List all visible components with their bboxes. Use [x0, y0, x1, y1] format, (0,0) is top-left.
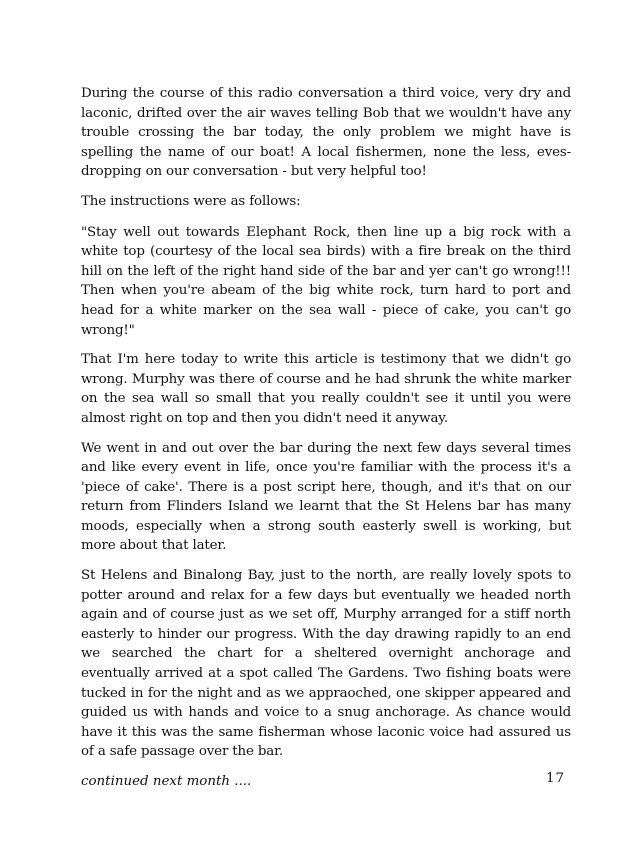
paragraph-instructions-quote: "Stay well out towards Elephant Rock, then line up a big rock with a white top (courtesy of the local sea birds) with a fire break on the third hill on the left of the right hand side of the bar and yer can't go wrong!!! Then when you're abeam of the big white rock, turn hard to port and head for a white marker on the sea wall - piece of cake, you can't go wrong!" — [81, 224, 571, 338]
paragraph-testimony: That I'm here today to write this article is testimony that we didn't go wrong. Murphy was there of course and he had shrunk the white marker on the sea wall so small that you really couldn't see it until you were almost right on top and then you didn't need it anyway. — [81, 352, 571, 426]
article-body — [81, 84, 571, 792]
paragraph-instructions-intro: The instructions were as follows: — [81, 193, 301, 209]
page-number: 17 — [546, 771, 566, 786]
paragraph-st-helens: St Helens and Binalong Bay, just to the north, are really lovely spots to potter around and relax for a few days but eventually we headed north again and of course just as we set off, Murphy arranged for a stiff north easterly to hinder our progress. With the day drawing rapidly to an end we searched the chart for a sheltered overnight anchorage and eventually arrived at a spot called The Gardens. Two fishing boats were tucked in for the night and as we appraoched, one skipper appeared and guided us with hands and voice to a snug anchorage. As chance would have it this was the same fisherman whose laconic voice had assured us of a safe passage over the bar. — [81, 568, 571, 760]
continued-note: continued next month .... — [81, 774, 252, 789]
paragraph-radio-conversation: During the course of this radio conversation a third voice, very dry and laconic, drifted over the air waves telling Bob that we wouldn't have any trouble crossing the bar today, the only problem we might have is spelling the name of our boat! A local fishermen, none the less, eves-dropping on our conversation - but very helpful too! — [81, 86, 571, 180]
paragraph-bar-crossings: We went in and out over the bar during the next few days several times and like every event in life, once you're familiar with the process it's a 'piece of cake'. There is a post script here, though, and it's that on our return from Flinders Island we learnt that the St Helens bar has many moods, especially when a strong south easterly swell is working, but more about that later. — [81, 440, 571, 554]
